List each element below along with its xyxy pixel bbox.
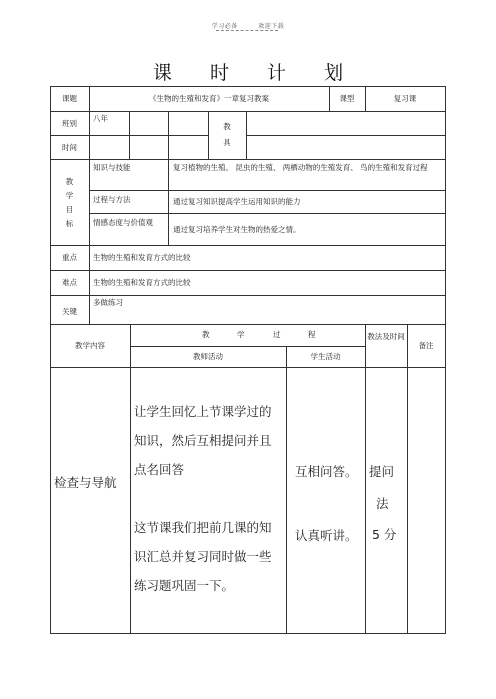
goals-label: 标 xyxy=(65,219,74,228)
title-char: 计 xyxy=(267,62,287,84)
grid-line xyxy=(365,324,366,633)
teacher-activity-text xyxy=(134,397,284,600)
grid-line xyxy=(89,159,90,245)
class-value: 八年 xyxy=(93,114,108,123)
remark-label: 备注 xyxy=(418,341,434,350)
time-label: 时间 xyxy=(62,143,77,152)
header-divider xyxy=(216,30,278,31)
teacher-activity-label: 教师活动 xyxy=(193,352,223,361)
goals-label: 学 xyxy=(65,191,74,200)
teacher-activity-line xyxy=(134,484,284,513)
title-char: 划 xyxy=(324,62,344,84)
grid-line xyxy=(168,159,169,245)
goals-label: 教 xyxy=(65,177,74,186)
topic-value: 《生物的生殖和发育》一章复习教案 xyxy=(149,94,269,103)
teacher-aid-label: 具 xyxy=(223,138,231,147)
goals-label: 目 xyxy=(65,205,74,214)
grid-line xyxy=(130,346,365,347)
teacher-aid-label: 教 xyxy=(223,122,231,131)
header-note-left: 学习必备 xyxy=(211,23,238,30)
grid-line xyxy=(89,245,90,324)
class-label: 班别 xyxy=(62,119,77,128)
process-char: 教 xyxy=(202,330,210,339)
grid-line xyxy=(130,324,131,633)
section-label: 检查与导航 xyxy=(54,475,117,490)
grid-line xyxy=(286,346,287,633)
method-time-label: 教法及时间 xyxy=(367,332,405,341)
grid-line xyxy=(407,324,408,633)
key-point-value: 生物的生殖和发育方式的比较 xyxy=(93,253,191,262)
title-char: 时 xyxy=(209,62,229,84)
method-line: 法 xyxy=(376,496,389,511)
student-activity-label: 学生活动 xyxy=(310,352,341,361)
topic-label: 课题 xyxy=(62,94,77,103)
grid-line xyxy=(168,111,169,159)
header-note-right: 欢迎下载 xyxy=(258,23,285,30)
grid-line xyxy=(50,86,51,633)
goal-knowledge-value: 复习植物的生殖、 昆虫的生殖、 两栖动物的生殖发育、 鸟的生殖和发育过程 xyxy=(173,163,428,172)
type-label: 课型 xyxy=(339,94,355,103)
page-header-note xyxy=(0,21,496,30)
critical-point-label: 关键 xyxy=(62,307,77,316)
process-char: 程 xyxy=(308,330,316,339)
teacher-activity-line: 练习题巩固一下。 xyxy=(134,578,235,593)
method-line: 提问 xyxy=(369,464,395,479)
grid-line xyxy=(50,245,446,246)
grid-line xyxy=(246,135,446,136)
student-activity-line: 认真听讲。 xyxy=(295,528,358,543)
teacher-activity-line: 点名回答 xyxy=(134,462,185,477)
grid-line xyxy=(208,111,209,159)
grid-line xyxy=(445,86,446,633)
critical-point-value: 多做练习 xyxy=(93,298,123,307)
grid-line xyxy=(129,111,130,159)
goal-process-label: 过程与方法 xyxy=(93,195,131,204)
page-title xyxy=(0,58,496,85)
content-label: 教学内容 xyxy=(75,341,105,350)
goal-process-value: 通过复习知识提高学生运用知识的能力 xyxy=(173,197,301,206)
method-line: 5 分 xyxy=(372,527,397,542)
teacher-activity-line: 识汇总并复习同时做一些 xyxy=(134,549,272,564)
grid-line xyxy=(50,633,446,634)
type-value: 复习课 xyxy=(393,94,417,103)
difficult-point-label: 难点 xyxy=(62,278,77,287)
key-point-label: 重点 xyxy=(62,253,77,262)
teacher-activity-line: 让学生回忆上节课学过的 xyxy=(134,404,272,419)
title-char: 课 xyxy=(152,62,172,84)
grid-line xyxy=(50,159,446,160)
difficult-point-value: 生物的生殖和发育方式的比较 xyxy=(93,278,191,287)
student-activity-line: 互相问答。 xyxy=(295,464,358,479)
goal-knowledge-label: 知识与技能 xyxy=(93,163,131,172)
grid-line xyxy=(89,190,446,191)
grid-line xyxy=(50,367,446,368)
grid-line xyxy=(89,111,90,159)
process-char: 过 xyxy=(273,330,281,339)
process-char: 学 xyxy=(237,330,245,339)
teacher-activity-line: 这节课我们把前几课的知 xyxy=(134,520,272,535)
grid-line xyxy=(50,270,446,271)
teacher-activity-line: 知识，然后互相提问并且 xyxy=(134,433,272,448)
goal-attitude-value: 通过复习培养学生对生物的热爱之情。 xyxy=(173,225,301,234)
process-label xyxy=(130,328,365,342)
grid-line xyxy=(89,213,446,214)
grid-line xyxy=(50,324,446,325)
goal-attitude-label: 情感态度与价值观 xyxy=(93,218,153,227)
grid-line xyxy=(246,111,247,159)
grid-line xyxy=(50,86,446,87)
